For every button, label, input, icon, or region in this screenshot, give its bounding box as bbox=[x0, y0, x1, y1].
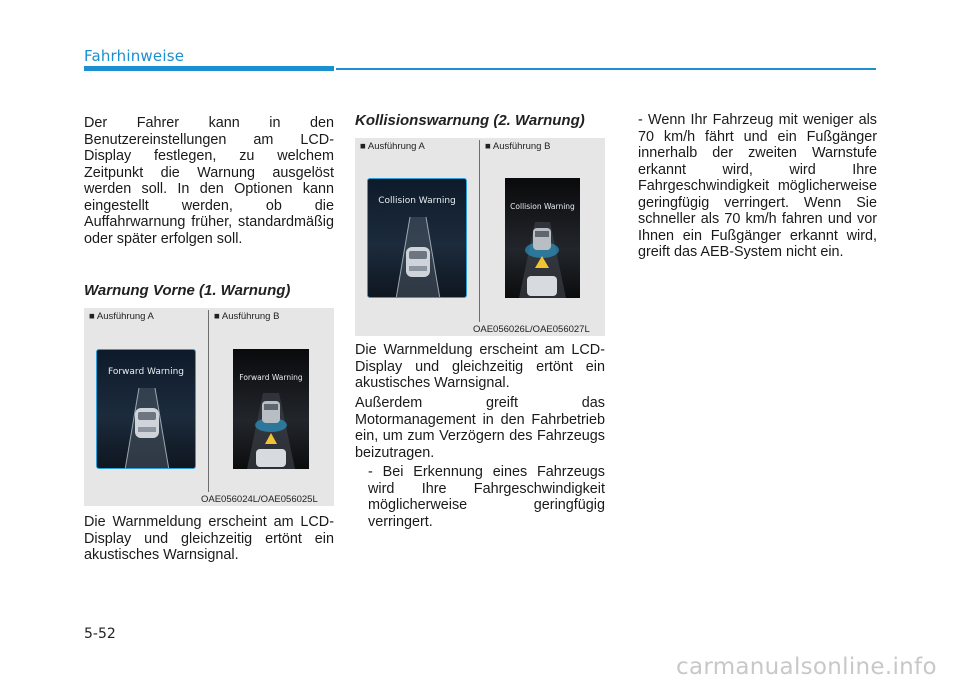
label-version-b: ■ Ausführung B bbox=[485, 141, 551, 152]
watermark: carmanualsonline.info bbox=[676, 654, 937, 680]
label-version-b: ■ Ausführung B bbox=[214, 311, 280, 322]
section-title: Fahrhinweise bbox=[84, 47, 185, 65]
display-version-a bbox=[367, 178, 467, 298]
label-version-a: ■ Ausführung A bbox=[360, 141, 425, 152]
figure-divider bbox=[208, 310, 209, 492]
figure-caption: OAE056024L/OAE056025L bbox=[201, 494, 318, 505]
intro-paragraph: Der Fahrer kann in den Benutzereinstellungen am LCD-Display festlegen, zu welchem Zeitpunkt die Warnung ausgelöst werden soll. In den Optionen kann eingestellt werden, ob die Auffahrwarnung früher, standardmäßig oder später erfolgen soll. bbox=[84, 115, 334, 247]
forward-warning-description: Die Warnmeldung erscheint am LCD-Display und gleichzeitig ertönt ein akustisches Warnsignal. bbox=[84, 514, 334, 563]
vehicle-detection-bullet: - Bei Erkennung eines Fahrzeugs wird Ihre Fahrgeschwindigkeit möglicherweise geringfügig verringert. bbox=[368, 464, 605, 530]
display-a-title: Collision Warning bbox=[378, 196, 456, 206]
display-version-a bbox=[96, 349, 196, 469]
car-graphic-a bbox=[368, 179, 467, 298]
collision-warning-description: Die Warnmeldung erscheint am LCD-Display und gleichzeitig ertönt ein akustisches Warnsignal. bbox=[355, 342, 605, 391]
heading-forward-warning: Warnung Vorne (1. Warnung) bbox=[84, 282, 291, 299]
figure-collision-warning bbox=[355, 138, 605, 336]
display-version-b bbox=[505, 178, 580, 298]
heading-collision-warning: Kollisionswarnung (2. Warnung) bbox=[355, 112, 585, 129]
engine-control-paragraph: Außerdem greift das Motormanagement in den Fahrbetrieb ein, um zum Verzögern des Fahrzeugs beizutragen. bbox=[355, 395, 605, 461]
display-version-b bbox=[233, 349, 309, 469]
label-version-a: ■ Ausführung A bbox=[89, 311, 154, 322]
display-b-title: Forward Warning bbox=[239, 373, 303, 382]
car-graphic-a bbox=[97, 350, 196, 469]
car-graphic-b bbox=[233, 349, 309, 469]
figure-divider bbox=[479, 140, 480, 322]
header-rule-thick bbox=[84, 66, 334, 71]
header-rule-thin bbox=[336, 68, 876, 70]
car-graphic-b bbox=[505, 178, 580, 298]
display-a-title: Forward Warning bbox=[107, 367, 185, 377]
page-number: 5-52 bbox=[84, 626, 116, 642]
display-b-title: Collision Warning bbox=[510, 202, 575, 211]
figure-caption: OAE056026L/OAE056027L bbox=[473, 324, 590, 335]
pedestrian-bullet: - Wenn Ihr Fahrzeug mit weniger als 70 km/h fährt und ein Fußgänger innerhalb der zweiten Warnstufe erkannt wird, wird Ihre Fahrgeschwindigkeit möglicherweise geringfügig verringert. Wenn Sie schneller als 70 km/h fahren und vor Ihnen ein Fußgänger erkannt wird, greift das AEB-System nicht ein. bbox=[638, 112, 877, 260]
figure-forward-warning bbox=[84, 308, 334, 506]
